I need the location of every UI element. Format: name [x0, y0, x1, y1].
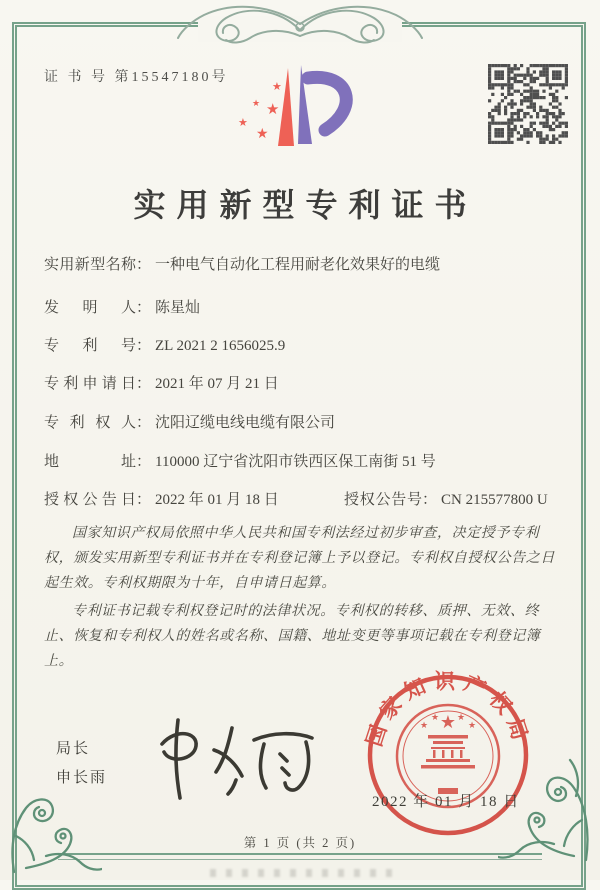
- field-row-filing-date: 专利申请日： 2021 年 07 月 21 日: [44, 372, 279, 393]
- grant-publication-number: 授权公告号： CN 215577800 U: [344, 492, 548, 508]
- logo-star-icon: ★: [266, 100, 280, 118]
- field-value: 沈阳辽缆电线电缆有限公司: [155, 415, 336, 431]
- certificate-title: 实用新型专利证书: [133, 187, 478, 223]
- legal-text: [44, 521, 560, 677]
- field-value: 一种电气自动化工程用耐老化效果好的电缆: [155, 257, 441, 273]
- field-value: 110000 辽宁省沈阳市铁西区保工南街 51 号: [155, 454, 436, 470]
- logo-star-icon: ★: [256, 126, 269, 142]
- svg-text:★: ★: [439, 712, 457, 733]
- field-row-inventor: 发明人： 陈星灿: [44, 296, 200, 317]
- seal-text: 国家知识产权局: [361, 669, 535, 750]
- field-label: 专利号: [44, 338, 136, 354]
- signer-name: 申长雨: [56, 770, 108, 786]
- field-row-grant-date: 授权公告日： 2022 年 01 月 18 日 授权公告号： CN 215577800 U: [44, 488, 279, 509]
- svg-text:★: ★: [430, 713, 440, 723]
- top-scrollwork-ornament: [170, 0, 430, 48]
- director-signature: [148, 708, 326, 806]
- field-value: 2022 年 01 月 18 日: [155, 492, 279, 508]
- seal-date: 2022 年 01 月 18 日: [372, 794, 520, 810]
- field-label: 实用新型名称: [44, 257, 136, 273]
- field-row-utility-model-name: 实用新型名称： 一种电气自动化工程用耐老化效果好的电缆: [44, 253, 440, 274]
- field-label: 发明人: [44, 300, 136, 316]
- footer-divider-rule: [58, 853, 542, 860]
- certificate-number: 证 书 号 第15547180号: [44, 70, 229, 85]
- field-label: 地址: [44, 454, 136, 470]
- field-row-patent-number: 专利号： ZL 2021 2 1656025.9: [44, 334, 285, 355]
- logo-star-icon: ★: [238, 116, 248, 129]
- field-label: 授权公告日: [44, 492, 136, 508]
- field-label: 专利申请日: [44, 376, 136, 392]
- qr-code: [488, 64, 568, 144]
- svg-text:★: ★: [467, 721, 477, 731]
- field-row-address: 地址： 110000 辽宁省沈阳市铁西区保工南街 51 号: [44, 450, 436, 471]
- logo-star-icon: ★: [272, 80, 282, 93]
- field-row-patentee: 专利权人： 沈阳辽缆电线电缆有限公司: [44, 411, 335, 432]
- field-label: 专利权人: [44, 415, 136, 431]
- svg-text:★: ★: [456, 713, 466, 723]
- svg-text:★: ★: [419, 721, 429, 731]
- legal-paragraph-1: 国家知识产权局依照中华人民共和国专利法经过初步审查，决定授予专利权，颁发实用新型专利证书并在专利登记簿上予以登记。专利权自授权公告之日起生效。专利权期限为十年，自申请日起算。: [44, 526, 555, 591]
- legal-paragraph-2: 专利证书记载专利权登记时的法律状况。专利权的转移、质押、无效、终止、恢复和专利权人的姓名或名称、国籍、地址变更等事项记载在专利登记簿上。: [44, 604, 541, 669]
- field-value: ZL 2021 2 1656025.9: [155, 338, 286, 354]
- field-value: 陈星灿: [155, 300, 201, 316]
- page-number: 第 1 页 (共 2 页): [243, 836, 357, 850]
- logo-star-icon: ★: [252, 99, 261, 109]
- scan-edge-artifact: [210, 869, 400, 877]
- bottom-left-floral-ornament: [6, 776, 102, 876]
- cnipa-logo: [228, 56, 368, 168]
- field-value: 2021 年 07 月 21 日: [155, 376, 279, 392]
- signer-title: 局长: [56, 741, 91, 757]
